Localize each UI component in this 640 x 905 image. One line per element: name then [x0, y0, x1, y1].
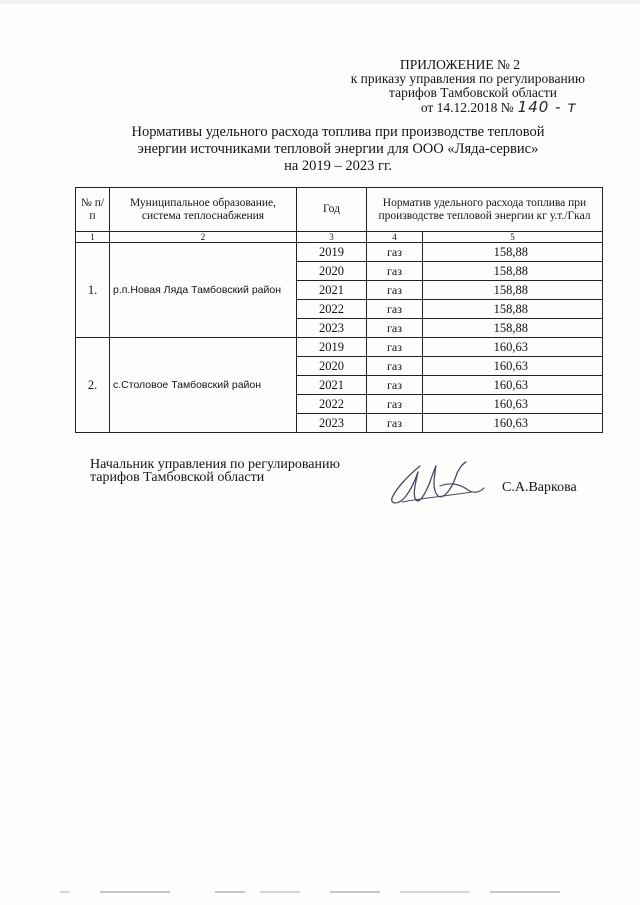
- fuel-cell: газ: [367, 376, 423, 395]
- title-line-1: Нормативы удельного расхода топлива при производстве тепловой: [131, 124, 545, 140]
- year-cell: 2022: [297, 395, 367, 414]
- col-number: 3: [297, 232, 367, 243]
- handwritten-signature-icon: [382, 452, 492, 512]
- title-line-3: на 2019 – 2023 гг.: [284, 158, 392, 174]
- page-edge: [0, 0, 640, 4]
- municipality-name: с.Столовое Тамбовский район: [110, 338, 297, 433]
- appendix-authority: тарифов Тамбовской области: [389, 85, 557, 100]
- norm-value-cell: 158,88: [423, 243, 603, 262]
- appendix-title: ПРИЛОЖЕНИЕ № 2: [399, 57, 520, 72]
- signer-name: С.А.Варкова: [502, 480, 577, 495]
- table-header-row: [76, 188, 603, 232]
- fuel-cell: газ: [367, 243, 423, 262]
- col-number: 1: [76, 232, 110, 243]
- norm-value-cell: 160,63: [423, 338, 603, 357]
- year-cell: 2019: [297, 338, 367, 357]
- norm-value-cell: 158,88: [423, 300, 603, 319]
- row-number: 1.: [76, 243, 110, 338]
- municipality-name: р.п.Новая Ляда Тамбовский район: [110, 243, 297, 338]
- col-number: 4: [367, 232, 423, 243]
- row-number: 2.: [76, 338, 110, 433]
- norm-value-cell: 160,63: [423, 414, 603, 433]
- appendix-order-date: [300, 100, 585, 115]
- year-cell: 2021: [297, 376, 367, 395]
- scan-artifact-marks: [0, 888, 640, 896]
- col-number: 5: [423, 232, 603, 243]
- fuel-cell: газ: [367, 319, 423, 338]
- norm-value-cell: 160,63: [423, 357, 603, 376]
- norm-value-cell: 158,88: [423, 281, 603, 300]
- year-cell: 2019: [297, 243, 367, 262]
- fuel-cell: газ: [367, 414, 423, 433]
- document-title: [98, 124, 578, 175]
- col-number: 2: [110, 232, 297, 243]
- signer-position-line-1: Начальник управления по регулированию: [90, 457, 340, 472]
- norm-value-cell: 160,63: [423, 376, 603, 395]
- header-no: № п/п: [76, 188, 110, 232]
- year-cell: 2020: [297, 262, 367, 281]
- table-row: [76, 243, 603, 262]
- header-norm: Норматив удельного расхода топлива при производстве тепловой энергии кг у.т./Гкал: [367, 188, 603, 232]
- fuel-cell: газ: [367, 338, 423, 357]
- table-row: [76, 338, 603, 357]
- year-cell: 2023: [297, 414, 367, 433]
- fuel-cell: газ: [367, 262, 423, 281]
- column-number-row: [76, 232, 603, 243]
- header-municipality: Муниципальное образование, система теплоснабжения: [110, 188, 297, 232]
- norm-value-cell: 158,88: [423, 319, 603, 338]
- appendix-order-ref: к приказу управления по регулированию: [350, 71, 585, 86]
- header-year: Год: [297, 188, 367, 232]
- year-cell: 2021: [297, 281, 367, 300]
- title-line-2: энергии источниками тепловой энергии для ООО «Ляда-сервис»: [137, 141, 539, 157]
- appendix-header: [300, 58, 585, 115]
- fuel-cell: газ: [367, 300, 423, 319]
- order-date-text: от 14.12.2018 №: [420, 100, 514, 115]
- year-cell: 2023: [297, 319, 367, 338]
- fuel-cell: газ: [367, 281, 423, 300]
- norms-table: [75, 187, 603, 433]
- fuel-cell: газ: [367, 357, 423, 376]
- signer-position-line-2: тарифов Тамбовской области: [90, 470, 265, 485]
- fuel-cell: газ: [367, 395, 423, 414]
- norm-value-cell: 158,88: [423, 262, 603, 281]
- signer-position: [90, 458, 340, 484]
- year-cell: 2020: [297, 357, 367, 376]
- norm-value-cell: 160,63: [423, 395, 603, 414]
- order-number-handwritten: 140 - т: [517, 98, 577, 116]
- year-cell: 2022: [297, 300, 367, 319]
